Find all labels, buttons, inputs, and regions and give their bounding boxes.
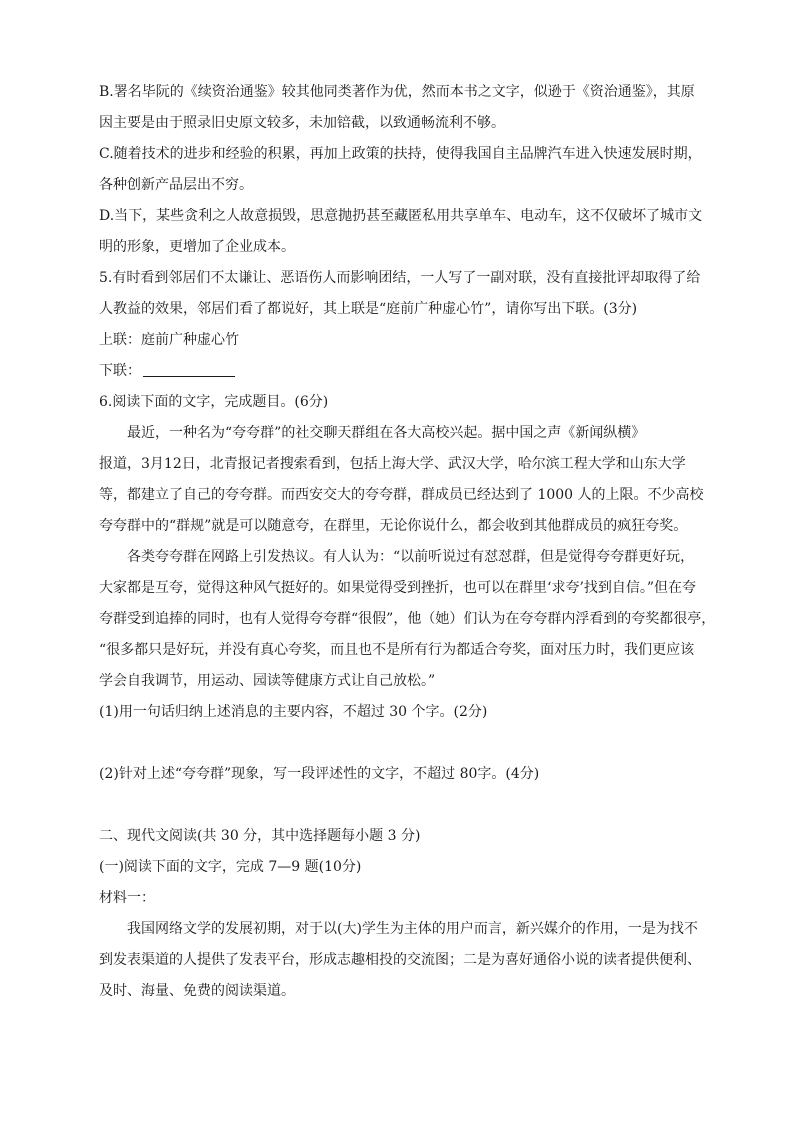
material-1-line-1: 我国网络文学的发展初期，对于以(大)学生为主体的用户而言，新兴媒介的作用，一是为找不 (127, 921, 698, 937)
option-c-line-2: 各种创新产品层出不穷。 (99, 177, 253, 193)
material-1-label: 材料一： (99, 890, 155, 906)
passage-p2-line-5: 学会自我调节，用运动、园读等健康方式让自己放松。” (99, 673, 436, 689)
question-6-2: (2)针对上述“夸夸群”现象，写一段评述性的文字，不超过 80字。(4分) (99, 766, 540, 782)
option-d-line-1: D.当下，某些贪利之人故意损毁，思意抛扔甚至藏匿私用共享单车、电动车，这不仅破坏了城市文 (99, 208, 703, 224)
option-c-line-1: C.随着技术的进步和经验的积累，再加上政策的扶持，使得我国自主品牌汽车进入快速发展时期， (99, 146, 702, 162)
option-b-line-1: B.署名毕阮的《续资治通鉴》较其他同类著作为优，然而本书之文字，似逊于《资治通鉴》，其原 (99, 84, 695, 100)
subsection-1-heading: (一)阅读下面的文字，完成 7—9 题(10分) (99, 859, 362, 875)
passage-p2-line-3: 夸群受到追捧的同时，也有人觉得夸夸群“很假”，他（她）们认为在夸夸群内浮看到的夸奖都很亭， (99, 611, 716, 627)
material-1-line-3: 及时、海量、免费的阅读渠道。 (99, 983, 295, 999)
answer-blank[interactable] (143, 375, 235, 377)
section-2-heading: 二、现代文阅读(共 30 分，其中选择题每小题 3 分) (99, 828, 421, 844)
option-d-line-2: 明的形象，更增加了企业成本。 (99, 239, 295, 255)
question-5-line-0 (99, 268, 699, 288)
upper-couplet: 上联：庭前广种虚心竹 (99, 332, 239, 348)
passage-p2-line-1: 各类夸夸群在网路上引发热议。有人认为：“以前听说过有怼怼群，但是觉得夸夸群更好玩， (127, 549, 695, 565)
question-6-title: 6.阅读下面的文字，完成题目。(6分) (99, 394, 329, 410)
material-1-line-2: 到发表渠道的人提供了发表平台，形成志趣相投的交流图；二是为喜好通俗小说的读者提供便利、 (99, 952, 701, 968)
lower-couplet-label: 下联： (99, 363, 141, 379)
passage-p1-line-3: 等，都建立了自己的夸夸群。而西安交大的夸夸群，群成员已经达到了 1000 人的上限。不少高校 (99, 487, 704, 503)
lower-couplet (99, 361, 699, 381)
option-b-line-2: 因主要是由于照录旧史原文较多，未加锫截，以致通畅流利不够。 (99, 115, 505, 131)
question-5-line-1: 5.有时看到邻居们不太谦让、恶语伤人而影响团结，一人写了一副对联，没有直接批评却取得了给 (99, 270, 701, 286)
passage-p2-line-4: “很多都只是好玩，并没有真心夸奖，而且也不是所有行为都适合夸奖，面对压力时，我们更应该 (99, 642, 695, 658)
passage-p1-line-1: 最近，一种名为“夸夸群”的社交聊天群组在各大高校兴起。据中国之声《新闻纵横》 (127, 425, 646, 441)
question-6-1: (1)用一句话归纳上述消息的主要内容，不超过 30 个字。(2分) (99, 704, 488, 720)
question-5-line-2: 人教益的效果，邻居们看了都说好，其上联是“庭前广种虚心竹”，请你写出下联。(3分) (99, 301, 638, 317)
passage-p1-line-4: 夸夸群中的“群规”就是可以随意夸，在群里，无论你说什么，都会收到其他群成员的疯狂夸奖。 (99, 518, 688, 534)
passage-p1-line-2: 报道，3月12日，北青报记者搜索看到，包括上海大学、武汉大学，哈尔滨工程大学和山东大学 (99, 456, 686, 472)
passage-p2-line-2: 大家都是互夸，觉得这种风气挺好的。如果觉得受到挫折，也可以在群里‘求夸’找到自信。”但在夸 (99, 580, 697, 596)
